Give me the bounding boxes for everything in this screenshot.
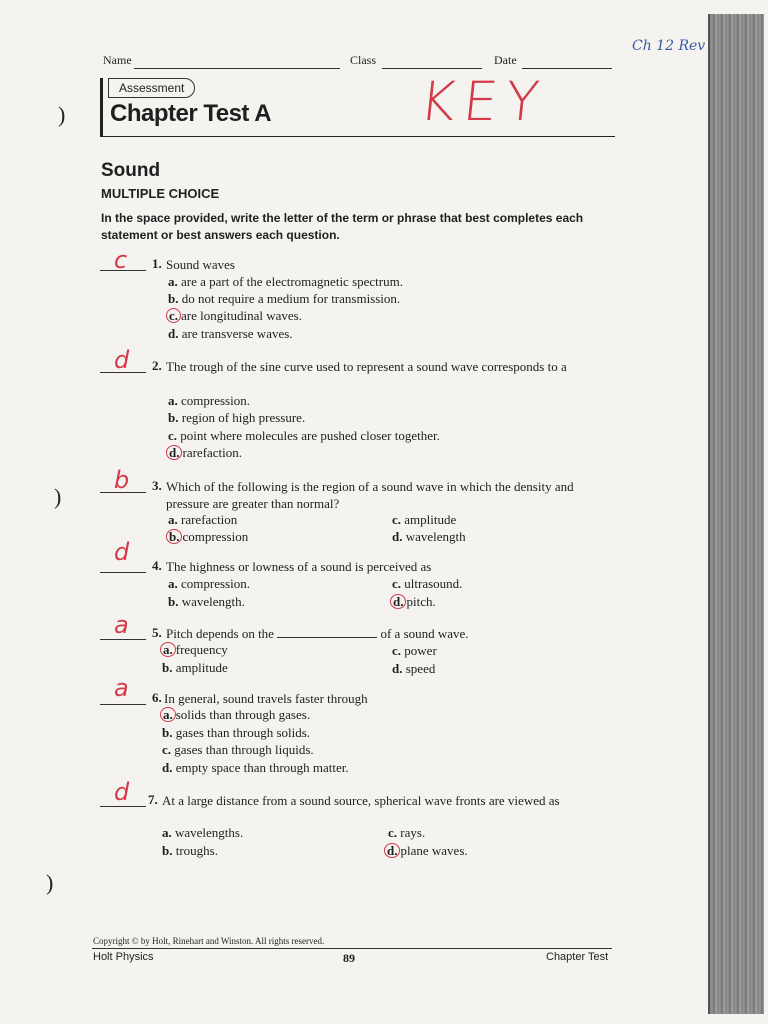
footer-rule: [92, 948, 612, 949]
option-b: b. region of high pressure.: [168, 410, 306, 425]
answer-circle: d.: [384, 843, 400, 858]
option-a: a. wavelengths.: [162, 825, 244, 840]
answer-line: [100, 572, 146, 573]
book-title: Holt Physics: [93, 951, 154, 963]
question-text: Sound waves: [166, 257, 235, 272]
answer-circle: c.: [166, 308, 181, 323]
option-d: d. plane waves.: [384, 843, 468, 859]
option-c: c. rays.: [388, 825, 426, 840]
option-b: b. amplitude: [162, 660, 228, 675]
option-d: d. speed: [392, 661, 436, 676]
question-number: 7.: [148, 792, 158, 807]
handwritten-answer: d: [114, 346, 130, 374]
handwritten-answer: d: [114, 778, 130, 806]
binder-hole-mark: ): [54, 484, 62, 509]
option-a: a. frequency: [160, 642, 228, 658]
subsection-title: MULTIPLE CHOICE: [101, 186, 220, 201]
page-number: 89: [343, 951, 355, 965]
option-b: b. gases than through solids.: [162, 725, 311, 740]
class-label: Class: [350, 53, 377, 67]
option-d: d. wavelength: [392, 529, 466, 544]
question-number: 5.: [152, 625, 162, 640]
question-text: At a large distance from a sound source, spherical wave fronts are viewed as: [162, 793, 560, 808]
answer-circle: b.: [166, 529, 182, 544]
name-line: [134, 68, 340, 69]
instructions: In the space provided, write the letter of the term or phrase that best completes each statement or best answers each question.: [101, 211, 584, 242]
page-title: Chapter Test A: [110, 100, 272, 127]
handwritten-answer: d: [114, 538, 130, 566]
answer-line: [100, 806, 146, 807]
assessment-tag: Assessment: [108, 78, 195, 98]
option-d: d. rarefaction.: [166, 445, 242, 461]
option-d: d. are transverse waves.: [168, 326, 293, 341]
answer-line: [100, 704, 146, 705]
class-line: [382, 68, 482, 69]
answer-circle: d.: [166, 445, 182, 460]
question-text: The highness or lowness of a sound is perceived as: [166, 559, 432, 574]
question-number: 1.: [152, 256, 162, 271]
option-c: c. power: [392, 643, 437, 658]
option-c: c. are longitudinal waves.: [166, 308, 302, 324]
handwritten-note: Ch 12 Rev: [632, 38, 706, 54]
option-c: c. amplitude: [392, 512, 457, 527]
question-number: 4.: [152, 558, 162, 573]
question-text: Which of the following is the region of a sound wave in which the density and pressure are greater than normal?: [166, 479, 574, 511]
question-number: 2.: [152, 358, 162, 373]
option-b: b. wavelength.: [168, 594, 245, 609]
option-b: b. do not require a medium for transmission.: [168, 291, 401, 306]
name-label: Name: [103, 53, 132, 67]
option-b: b. compression: [166, 529, 248, 545]
footer-label: Chapter Test: [546, 951, 609, 963]
handwritten-answer: b: [114, 466, 130, 494]
section-title: Sound: [101, 160, 161, 181]
option-a: a. rarefaction: [168, 512, 238, 527]
date-label: Date: [494, 53, 517, 67]
answer-circle: a.: [160, 707, 176, 722]
question-number: 3.: [152, 478, 162, 493]
question-text: In general, sound travels faster through: [164, 691, 368, 706]
binding-edge: [708, 14, 764, 1014]
option-a: a. compression.: [168, 393, 250, 408]
option-c: c. gases than through liquids.: [162, 742, 314, 757]
date-line: [522, 68, 612, 69]
binder-hole-mark: ): [58, 102, 66, 127]
handwritten-answer: a: [114, 611, 129, 639]
option-a: a. compression.: [168, 576, 250, 591]
option-c: c. point where molecules are pushed closer together.: [168, 428, 440, 443]
question-text: The trough of the sine curve used to represent a sound wave corresponds to a: [166, 359, 567, 374]
fill-blank: [277, 637, 377, 638]
option-d: d. pitch.: [390, 594, 436, 610]
option-d: d. empty space than through matter.: [162, 760, 349, 775]
copyright-notice: Copyright © by Holt, Rinehart and Winston. All rights reserved.: [93, 936, 325, 946]
option-c: c. ultrasound.: [392, 576, 463, 591]
binder-hole-mark: ): [46, 870, 54, 895]
option-b: b. troughs.: [162, 843, 218, 858]
handwritten-key: KEY: [416, 70, 550, 133]
answer-line: [100, 639, 146, 640]
option-a: a. solids than through gases.: [160, 707, 310, 723]
handwritten-answer: c: [114, 246, 128, 274]
answer-circle: d.: [390, 594, 406, 609]
question-text: Pitch depends on the of a sound wave.: [166, 626, 469, 641]
answer-circle: a.: [160, 642, 176, 657]
option-a: a. are a part of the electromagnetic spectrum.: [168, 274, 403, 289]
handwritten-answer: a: [114, 674, 129, 702]
question-number: 6.: [152, 690, 162, 705]
